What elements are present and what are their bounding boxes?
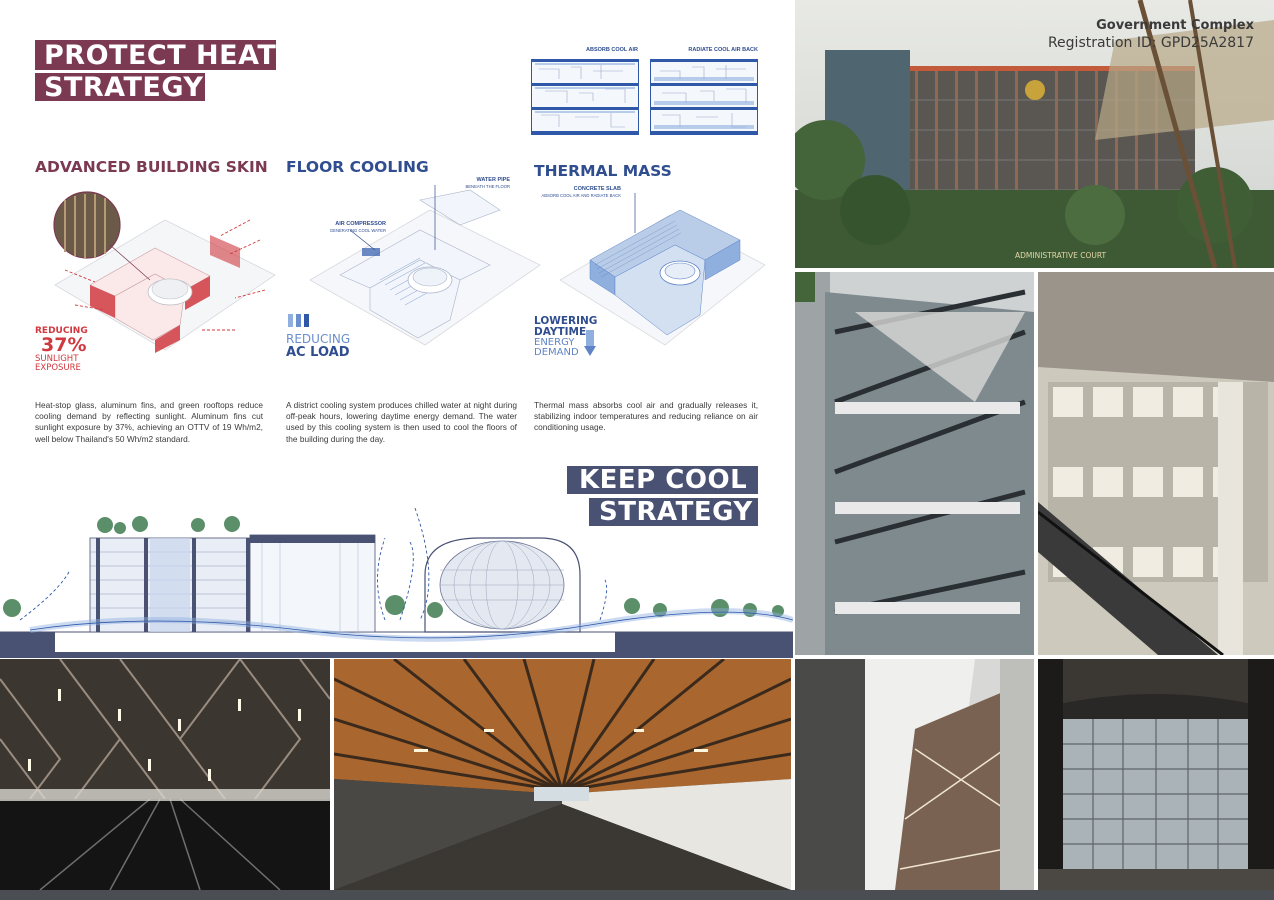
registration-block bbox=[1000, 18, 1254, 52]
radiate-cool-air-section-diagram bbox=[650, 59, 758, 135]
protect-heat-title-text1: PROTECT HEAT bbox=[44, 40, 277, 71]
concrete-slab-label-sub: ABSORB COOL AIR AND RADIATE BACK bbox=[541, 192, 621, 198]
keep-cool-building-section bbox=[0, 480, 793, 658]
floor-stat-line1: REDUCING bbox=[286, 332, 351, 346]
absorb-cool-air-section-diagram bbox=[531, 59, 639, 135]
radiate-cool-air-label: RADIATE COOL AIR BACK bbox=[688, 47, 758, 53]
demand-down-arrow-icon bbox=[584, 330, 596, 356]
keep-cool-title-text1: KEEP COOL bbox=[579, 465, 748, 495]
corridor-wood-ceiling-photo bbox=[334, 659, 791, 890]
air-compressor-label-sub: GENERATING COOL WATER bbox=[329, 227, 386, 233]
absorb-cool-air-label: ABSORB COOL AIR bbox=[586, 47, 638, 53]
keep-cool-title-text2: STRATEGY bbox=[599, 497, 753, 527]
thermal-stat-line1: LOWERING bbox=[534, 315, 598, 327]
skin-stat-line2: EXPOSURE bbox=[35, 363, 81, 373]
protect-heat-title-line1 bbox=[35, 40, 276, 70]
floor-description: A district cooling system produces chilled water at night during off-peak hours, lowering daytime energy demand. The water used by this cooling system is then used to cool the floors of the building during the day. bbox=[286, 400, 517, 444]
concrete-slab-label-text: CONCRETE SLAB bbox=[573, 186, 621, 192]
facade-detail-photo bbox=[795, 659, 1034, 890]
floor-cooling-axonometric-diagram bbox=[300, 180, 545, 350]
floor-cooling-heading: FLOOR COOLING bbox=[286, 158, 429, 176]
thermal-stat-line2: DAYTIME bbox=[534, 326, 587, 338]
registration-id: Registration ID: GPD25A2817 bbox=[1047, 35, 1254, 51]
concrete-slab-label bbox=[541, 186, 621, 199]
water-pipe-label-text: WATER PIPE bbox=[476, 177, 510, 183]
skin-stat-value: 37% bbox=[41, 334, 87, 356]
water-pipe-label-sub: BENEATH THE FLOOR bbox=[465, 183, 510, 189]
floor-stat-line2: AC LOAD bbox=[286, 345, 350, 360]
thermal-stat-line3: ENERGY bbox=[534, 337, 575, 348]
facade-fins-photo bbox=[795, 272, 1034, 655]
skin-stat-block bbox=[35, 326, 88, 373]
air-compressor-label-text: AIR COMPRESSOR bbox=[335, 221, 386, 227]
thermal-mass-heading: THERMAL MASS bbox=[534, 162, 672, 180]
water-pipe-label bbox=[440, 177, 510, 190]
building-sign-text: ADMINISTRATIVE COURT bbox=[1015, 251, 1107, 260]
atrium-escalator-photo bbox=[1038, 272, 1274, 655]
floor-stat-block bbox=[286, 333, 350, 359]
thermal-description: Thermal mass absorbs cool air and gradually releases it, stabilizing indoor temperatures and reducing reliance on air conditioning usage. bbox=[534, 400, 758, 433]
skin-stat-line1: SUNLIGHT bbox=[35, 354, 79, 364]
advanced-building-skin-heading: ADVANCED BUILDING SKIN bbox=[35, 158, 268, 176]
ac-load-down-arrows-icon bbox=[287, 314, 313, 330]
skylight-ceiling-photo bbox=[0, 659, 330, 890]
project-name: Government Complex bbox=[1096, 18, 1254, 33]
bottom-border-strip bbox=[0, 890, 1274, 900]
protect-heat-title-line2 bbox=[35, 73, 205, 101]
protect-heat-title-text2: STRATEGY bbox=[44, 72, 204, 103]
skin-description: Heat-stop glass, aluminum fins, and green rooftops reduce cooling demand by reflecting sunlight. Aluminum fins cut sunlight exposure by 37%, achieving an OTTV of 19 Wh/m2, well below Thailand's 50 Wh/m2 standard. bbox=[35, 400, 263, 444]
skin-stat-reducing: REDUCING bbox=[35, 326, 88, 336]
lobby-interior-photo bbox=[1038, 659, 1274, 890]
air-compressor-label bbox=[300, 221, 386, 234]
thermal-stat-line4: DEMAND bbox=[534, 347, 579, 358]
